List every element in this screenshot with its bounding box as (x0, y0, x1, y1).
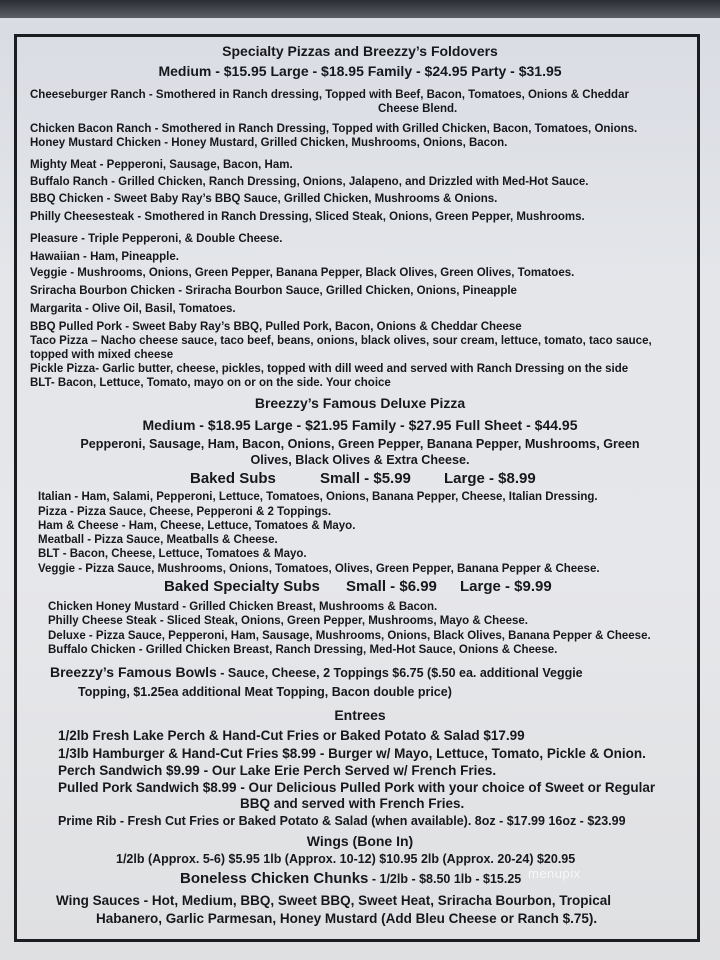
sub-item-veggie: Veggie - Pizza Sauce, Mushrooms, Onions, Tomatoes, Olives, Green Pepper, Banana Pepper & Cheese. (38, 563, 600, 575)
section-title-bowls: Breezzy’s Famous Bowls (50, 664, 217, 680)
boneless-prices: - 1/2lb - $8.50 1lb - $15.25 (368, 872, 522, 886)
deluxe-pizza-desc-cont: Olives, Black Olives & Extra Cheese. (250, 453, 470, 467)
menu-item-pleasure: Pleasure - Triple Pepperoni, & Double Cheese. (30, 233, 283, 245)
section-title-entrees: Entrees (334, 707, 386, 723)
section-title-baked-subs: Baked Subs (190, 470, 276, 487)
entree-pulled-pork-sandwich: Pulled Pork Sandwich $8.99 - Our Delicious Pulled Pork with your choice of Sweet or Regular (58, 780, 656, 795)
menu-item-philly-cheesesteak: Philly Cheesesteak - Smothered in Ranch Dressing, Sliced Steak, Onions, Green Pepper, Mushrooms. (30, 211, 585, 223)
boneless-line (180, 872, 521, 887)
sub-item-ham-cheese: Ham & Cheese - Ham, Cheese, Lettuce, Tomatoes & Mayo. (38, 520, 356, 532)
entree-prime-rib: Prime Rib - Fresh Cut Fries or Baked Potato & Salad (when available). 8oz - $17.99 16oz - $23.99 (58, 814, 626, 828)
specialty-sub-buffalo-chicken: Buffalo Chicken - Grilled Chicken Breast, Ranch Dressing, Med-Hot Sauce, Onions & Cheese. (48, 644, 558, 656)
specialty-sub-chicken-honey-mustard: Chicken Honey Mustard - Grilled Chicken Breast, Mushrooms & Bacon. (48, 601, 438, 613)
entree-hamburger: 1/3lb Hamburger & Hand-Cut Fries $8.99 - Burger w/ Mayo, Lettuce, Tomato, Pickle & Onion. (58, 746, 646, 761)
bowls-description: - Sauce, Cheese, 2 Toppings $6.75 ($.50 ea. additional Veggie (216, 666, 583, 680)
deluxe-pizza-desc: Pepperoni, Sausage, Ham, Bacon, Onions, Green Pepper, Banana Pepper, Mushrooms, Green (80, 437, 640, 451)
menu-item-blt-pizza: BLT- Bacon, Lettuce, Tomato, mayo on or on the side. Your choice (30, 377, 391, 389)
section-title-specialty-pizzas: Specialty Pizzas and Breezzy’s Foldovers (222, 43, 498, 59)
deluxe-pizza-prices: Medium - $18.95 Large - $21.95 Family - $27.95 Full Sheet - $44.95 (142, 417, 578, 433)
specialty-subs-small-price: Small - $6.99 (346, 578, 437, 595)
sub-item-meatball: Meatball - Pizza Sauce, Meatballs & Cheese. (38, 534, 278, 546)
wing-sauces: Wing Sauces - Hot, Medium, BBQ, Sweet BBQ, Sweet Heat, Sriracha Bourbon, Tropical (56, 893, 611, 908)
menu-item-cheeseburger-ranch: Cheeseburger Ranch - Smothered in Ranch dressing, Topped with Beef, Bacon, Tomatoes, Onions & Cheddar (30, 89, 629, 101)
menu-item-mighty-meat: Mighty Meat - Pepperoni, Sausage, Bacon, Ham. (30, 159, 293, 171)
menu-item-sriracha-bourbon-chicken: Sriracha Bourbon Chicken - Sriracha Bourbon Sauce, Grilled Chicken, Onions, Pineapple (30, 285, 517, 297)
sub-item-pizza: Pizza - Pizza Sauce, Cheese, Pepperoni & 2 Toppings. (38, 506, 332, 518)
wings-prices: 1/2lb (Approx. 5-6) $5.95 1lb (Approx. 10-12) $10.95 2lb (Approx. 20-24) $20.95 (116, 852, 576, 866)
sub-item-blt: BLT - Bacon, Cheese, Lettuce, Tomatoes & Mayo. (38, 548, 307, 560)
menu-item-hawaiian: Hawaiian - Ham, Pineapple. (30, 251, 179, 263)
entree-pulled-pork-sandwich-cont: BBQ and served with French Fries. (240, 796, 465, 811)
menu-item-cheeseburger-ranch-cont: Cheese Blend. (378, 103, 458, 115)
menu-item-chicken-bacon-ranch: Chicken Bacon Ranch - Smothered in Ranch Dressing, Topped with Grilled Chicken, Bacon, Tomatoes, Onions. (30, 123, 638, 135)
specialty-subs-large-price: Large - $9.99 (460, 578, 552, 595)
specialty-sub-deluxe: Deluxe - Pizza Sauce, Pepperoni, Ham, Sausage, Mushrooms, Onions, Black Olives, Banana Pepper & Cheese. (48, 630, 651, 642)
baked-subs-large-price: Large - $8.99 (444, 470, 536, 487)
menu-item-margarita: Margarita - Olive Oil, Basil, Tomatoes. (30, 303, 236, 315)
bowls-line (50, 664, 583, 681)
entree-perch-sandwich: Perch Sandwich $9.99 - Our Lake Erie Perch Served w/ French Fries. (58, 763, 497, 778)
menu-item-taco-pizza-cont: topped with mixed cheese (30, 349, 174, 361)
menu-item-bbq-pulled-pork: BBQ Pulled Pork - Sweet Baby Ray’s BBQ, Pulled Pork, Bacon, Onions & Cheddar Cheese (30, 321, 522, 333)
specialty-sub-philly-cheese-steak: Philly Cheese Steak - Sliced Steak, Onions, Green Pepper, Mushrooms, Mayo & Cheese. (48, 615, 528, 627)
watermark-logo: menupix (528, 866, 581, 881)
bowls-description-cont: Topping, $1.25ea additional Meat Topping, Bacon double price) (78, 685, 452, 699)
section-title-wings: Wings (Bone In) (306, 833, 414, 849)
baked-subs-small-price: Small - $5.99 (320, 470, 411, 487)
menu-item-buffalo-ranch: Buffalo Ranch - Grilled Chicken, Ranch Dressing, Onions, Jalapeno, and Drizzled with Med-Hot Sauce. (30, 176, 589, 188)
section-title-deluxe-pizza: Breezzy’s Famous Deluxe Pizza (254, 395, 466, 411)
menu-item-pickle-pizza: Pickle Pizza- Garlic butter, cheese, pickles, topped with dill weed and served with Ranch Dressing on the side (30, 363, 629, 375)
menu-item-taco-pizza: Taco Pizza – Nacho cheese sauce, taco beef, beans, onions, black olives, sour cream, lettuce, tomato, taco sauce, (30, 335, 652, 347)
top-dark-strip (0, 0, 720, 18)
section-title-boneless-chunks: Boneless Chicken Chunks (180, 870, 369, 887)
section-title-specialty-subs: Baked Specialty Subs (164, 578, 320, 595)
menu-item-bbq-chicken: BBQ Chicken - Sweet Baby Ray’s BBQ Sauce, Grilled Chicken, Mushrooms & Onions. (30, 193, 498, 205)
specialty-pizza-prices: Medium - $15.95 Large - $18.95 Family - $24.95 Party - $31.95 (158, 63, 562, 79)
entree-perch-dinner: 1/2lb Fresh Lake Perch & Hand-Cut Fries or Baked Potato & Salad $17.99 (58, 728, 525, 743)
menu-item-veggie: Veggie - Mushrooms, Onions, Green Pepper, Banana Pepper, Black Olives, Green Olives, Tomatoes. (30, 267, 575, 279)
wing-sauces-cont: Habanero, Garlic Parmesan, Honey Mustard (Add Bleu Cheese or Ranch $.75). (96, 911, 598, 926)
menu-item-honey-mustard-chicken: Honey Mustard Chicken - Honey Mustard, Grilled Chicken, Mushrooms, Onions, Bacon. (30, 137, 508, 149)
sub-item-italian: Italian - Ham, Salami, Pepperoni, Lettuce, Tomatoes, Onions, Banana Pepper, Cheese, Italian Dressing. (38, 491, 598, 503)
